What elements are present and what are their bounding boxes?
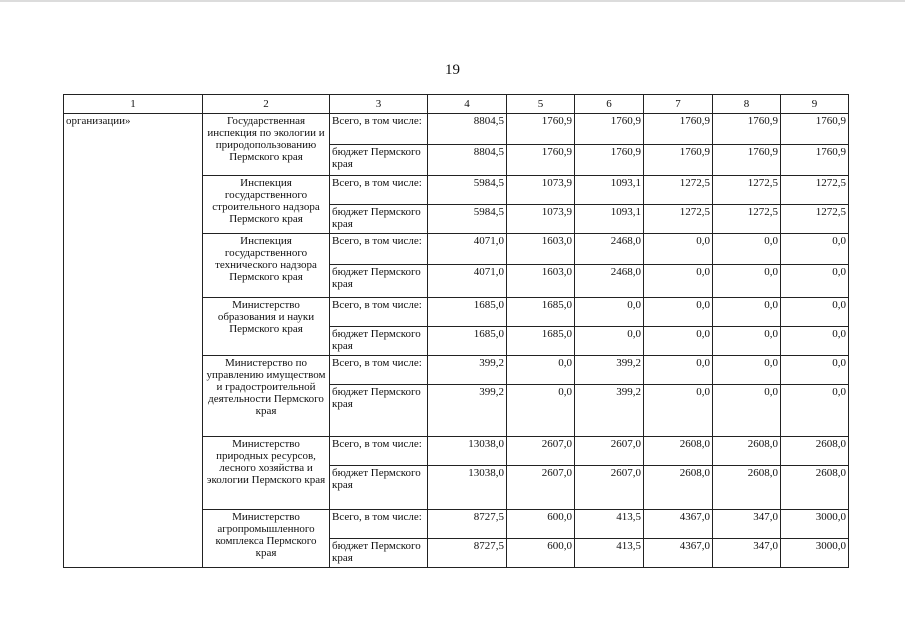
year-amount-cell: 1760,9 xyxy=(713,145,781,176)
total-amount-cell: 5984,5 xyxy=(428,205,507,234)
year-amount-cell: 1760,9 xyxy=(781,145,849,176)
year-amount-cell: 1603,0 xyxy=(507,265,575,298)
year-amount-cell: 1685,0 xyxy=(507,298,575,327)
table-row xyxy=(64,114,849,145)
funding-category: бюджет Пермского края xyxy=(330,539,428,568)
year-amount-cell: 2608,0 xyxy=(781,466,849,510)
funding-category: бюджет Пермского края xyxy=(330,145,428,176)
first-column-cell: организации» xyxy=(64,114,203,568)
year-amount-cell: 0,0 xyxy=(644,234,713,265)
year-amount-cell: 2607,0 xyxy=(575,466,644,510)
total-amount-cell: 8727,5 xyxy=(428,539,507,568)
year-amount-cell: 1272,5 xyxy=(644,205,713,234)
year-amount-cell: 0,0 xyxy=(644,327,713,356)
year-amount-cell: 0,0 xyxy=(781,234,849,265)
header-cell: 4 xyxy=(428,95,507,114)
year-amount-cell: 1272,5 xyxy=(713,176,781,205)
year-amount-cell: 1272,5 xyxy=(644,176,713,205)
year-amount-cell: 2607,0 xyxy=(507,437,575,466)
budget-table xyxy=(63,94,849,568)
table-body xyxy=(64,114,849,568)
year-amount-cell: 0,0 xyxy=(644,385,713,437)
year-amount-cell: 0,0 xyxy=(507,385,575,437)
year-amount-cell: 0,0 xyxy=(781,327,849,356)
organization-name: Министерство агропромышленного комплекса Пермского края xyxy=(203,510,330,568)
year-amount-cell: 0,0 xyxy=(713,385,781,437)
total-amount-cell: 8804,5 xyxy=(428,114,507,145)
year-amount-cell: 1760,9 xyxy=(644,145,713,176)
year-amount-cell: 2468,0 xyxy=(575,265,644,298)
year-amount-cell: 1272,5 xyxy=(713,205,781,234)
total-amount-cell: 5984,5 xyxy=(428,176,507,205)
year-amount-cell: 0,0 xyxy=(781,356,849,385)
year-amount-cell: 0,0 xyxy=(781,265,849,298)
year-amount-cell: 1685,0 xyxy=(507,327,575,356)
total-amount-cell: 1685,0 xyxy=(428,298,507,327)
header-cell: 9 xyxy=(781,95,849,114)
organization-name: Государственная инспекция по экологии и природопользованию Пермского края xyxy=(203,114,330,176)
year-amount-cell: 1272,5 xyxy=(781,205,849,234)
organization-name: Инспекция государственного строительного надзора Пермского края xyxy=(203,176,330,234)
funding-category: Всего, в том числе: xyxy=(330,176,428,205)
year-amount-cell: 347,0 xyxy=(713,510,781,539)
total-amount-cell: 399,2 xyxy=(428,385,507,437)
year-amount-cell: 0,0 xyxy=(507,356,575,385)
year-amount-cell: 0,0 xyxy=(644,356,713,385)
total-amount-cell: 8804,5 xyxy=(428,145,507,176)
year-amount-cell: 1272,5 xyxy=(781,176,849,205)
year-amount-cell: 2608,0 xyxy=(713,437,781,466)
year-amount-cell: 2607,0 xyxy=(575,437,644,466)
year-amount-cell: 399,2 xyxy=(575,385,644,437)
year-amount-cell: 1760,9 xyxy=(575,145,644,176)
funding-category: бюджет Пермского края xyxy=(330,466,428,510)
year-amount-cell: 3000,0 xyxy=(781,539,849,568)
header-row xyxy=(64,95,849,114)
year-amount-cell: 1093,1 xyxy=(575,176,644,205)
year-amount-cell: 600,0 xyxy=(507,510,575,539)
year-amount-cell: 347,0 xyxy=(713,539,781,568)
year-amount-cell: 0,0 xyxy=(713,327,781,356)
year-amount-cell: 1760,9 xyxy=(507,145,575,176)
funding-category: Всего, в том числе: xyxy=(330,437,428,466)
year-amount-cell: 0,0 xyxy=(713,298,781,327)
funding-category: Всего, в том числе: xyxy=(330,114,428,145)
funding-category: бюджет Пермского края xyxy=(330,385,428,437)
year-amount-cell: 413,5 xyxy=(575,539,644,568)
funding-category: Всего, в том числе: xyxy=(330,234,428,265)
year-amount-cell: 2607,0 xyxy=(507,466,575,510)
year-amount-cell: 600,0 xyxy=(507,539,575,568)
organization-name: Министерство природных ресурсов, лесного хозяйства и экологии Пермского края xyxy=(203,437,330,510)
organization-name: Инспекция государственного технического надзора Пермского края xyxy=(203,234,330,298)
total-amount-cell: 1685,0 xyxy=(428,327,507,356)
year-amount-cell: 1603,0 xyxy=(507,234,575,265)
year-amount-cell: 1760,9 xyxy=(713,114,781,145)
funding-category: Всего, в том числе: xyxy=(330,356,428,385)
year-amount-cell: 399,2 xyxy=(575,356,644,385)
year-amount-cell: 4367,0 xyxy=(644,510,713,539)
total-amount-cell: 13038,0 xyxy=(428,437,507,466)
funding-category: Всего, в том числе: xyxy=(330,510,428,539)
year-amount-cell: 1073,9 xyxy=(507,205,575,234)
scan-edge-line xyxy=(0,0,905,2)
header-cell: 1 xyxy=(64,95,203,114)
year-amount-cell: 2608,0 xyxy=(644,437,713,466)
year-amount-cell: 4367,0 xyxy=(644,539,713,568)
total-amount-cell: 4071,0 xyxy=(428,234,507,265)
year-amount-cell: 413,5 xyxy=(575,510,644,539)
year-amount-cell: 1760,9 xyxy=(575,114,644,145)
total-amount-cell: 13038,0 xyxy=(428,466,507,510)
year-amount-cell: 0,0 xyxy=(713,265,781,298)
organization-name: Министерство образования и науки Пермского края xyxy=(203,298,330,356)
funding-category: бюджет Пермского края xyxy=(330,265,428,298)
funding-category: бюджет Пермского края xyxy=(330,205,428,234)
year-amount-cell: 0,0 xyxy=(644,298,713,327)
year-amount-cell: 0,0 xyxy=(644,265,713,298)
year-amount-cell: 2468,0 xyxy=(575,234,644,265)
year-amount-cell: 0,0 xyxy=(713,356,781,385)
year-amount-cell: 0,0 xyxy=(781,298,849,327)
year-amount-cell: 2608,0 xyxy=(713,466,781,510)
total-amount-cell: 399,2 xyxy=(428,356,507,385)
year-amount-cell: 1073,9 xyxy=(507,176,575,205)
year-amount-cell: 3000,0 xyxy=(781,510,849,539)
total-amount-cell: 4071,0 xyxy=(428,265,507,298)
organization-name: Министерство по управлению имуществом и градостроительной деятельности Пермского края xyxy=(203,356,330,437)
year-amount-cell: 0,0 xyxy=(575,327,644,356)
header-cell: 6 xyxy=(575,95,644,114)
header-cell: 2 xyxy=(203,95,330,114)
total-amount-cell: 8727,5 xyxy=(428,510,507,539)
header-cell: 8 xyxy=(713,95,781,114)
year-amount-cell: 1760,9 xyxy=(644,114,713,145)
header-cell: 5 xyxy=(507,95,575,114)
funding-category: бюджет Пермского края xyxy=(330,327,428,356)
year-amount-cell: 1760,9 xyxy=(781,114,849,145)
page-number: 19 xyxy=(445,62,460,78)
year-amount-cell: 0,0 xyxy=(713,234,781,265)
year-amount-cell: 0,0 xyxy=(781,385,849,437)
funding-category: Всего, в том числе: xyxy=(330,298,428,327)
year-amount-cell: 1760,9 xyxy=(507,114,575,145)
year-amount-cell: 2608,0 xyxy=(644,466,713,510)
year-amount-cell: 0,0 xyxy=(575,298,644,327)
year-amount-cell: 1093,1 xyxy=(575,205,644,234)
header-cell: 7 xyxy=(644,95,713,114)
year-amount-cell: 2608,0 xyxy=(781,437,849,466)
header-cell: 3 xyxy=(330,95,428,114)
